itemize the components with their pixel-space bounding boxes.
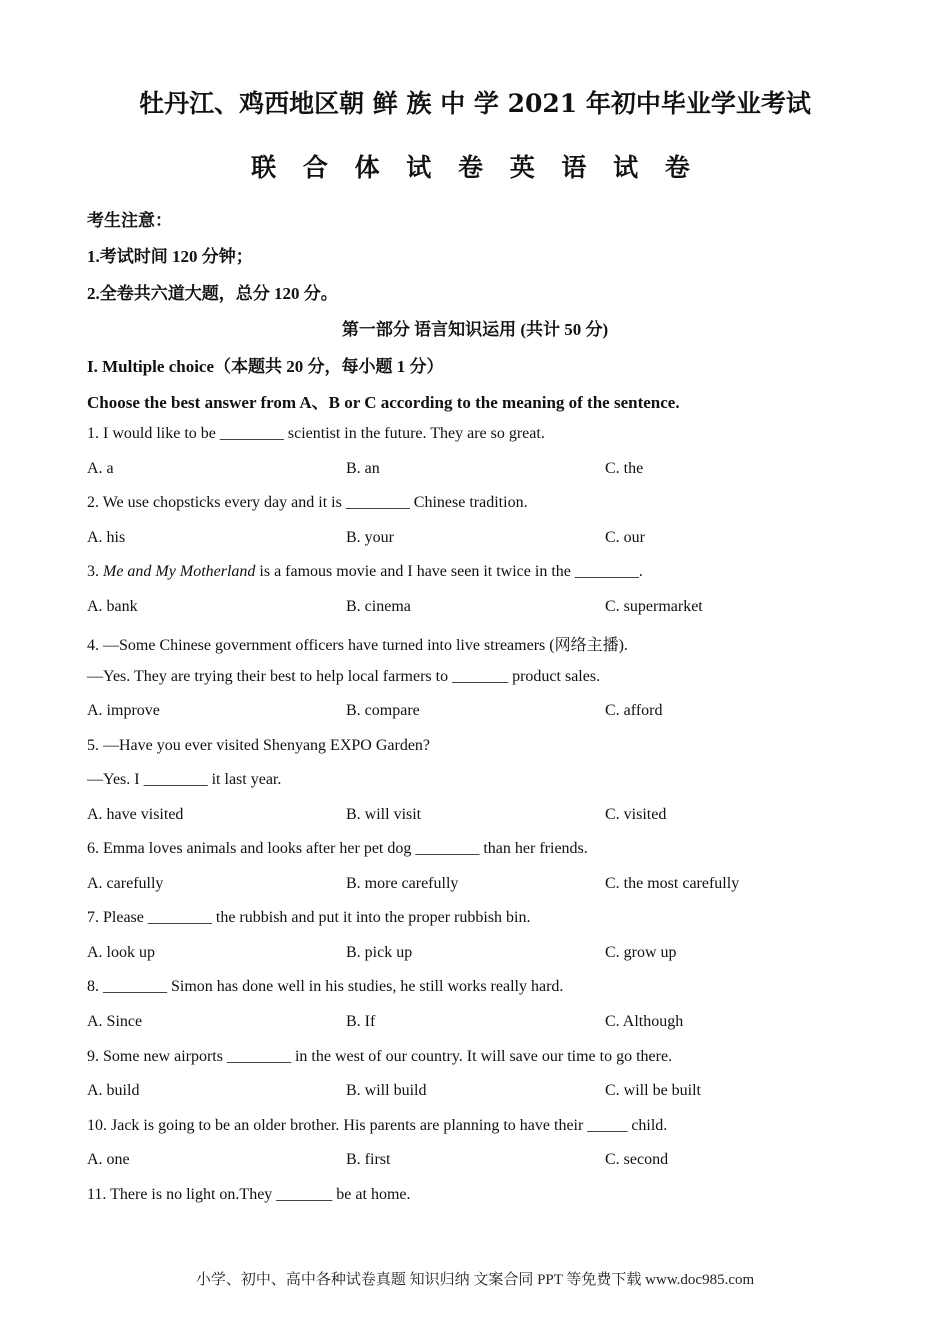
question-11: 11. There is no light on.They _______ be at home.: [87, 1186, 411, 1203]
option-b[interactable]: B. If: [346, 1013, 376, 1030]
question-4-reply: —Yes. They are trying their best to help local farmers to _______ product sales.: [87, 668, 601, 685]
page-footer: 小学、初中、高中各种试卷真题 知识归纳 文案合同 PPT 等免费下载 www.doc985.com: [195, 1272, 755, 1288]
options-3: [87, 598, 847, 620]
section-instruction: Choose the best answer from A、B or C according to the meaning of the sentence.: [87, 393, 680, 412]
option-b[interactable]: B. cinema: [346, 598, 411, 615]
question-5-reply: —Yes. I ________ it last year.: [87, 771, 282, 788]
option-a[interactable]: A. build: [87, 1082, 140, 1099]
options-1: [87, 460, 847, 482]
question-7: 7. Please ________ the rubbish and put it into the proper rubbish bin.: [87, 909, 531, 926]
exam-title: 牡丹江、鸡西地区朝 鲜 族 中 学 2021 年初中毕业学业考试: [139, 89, 811, 118]
options-9: [87, 1082, 847, 1104]
options-10: [87, 1151, 847, 1173]
options-2: [87, 529, 847, 551]
option-c[interactable]: C. the: [605, 460, 644, 477]
option-a[interactable]: A. improve: [87, 702, 160, 719]
notice-heading: 考生注意：: [87, 211, 172, 230]
option-b[interactable]: B. first: [346, 1151, 391, 1168]
question-6: 6. Emma loves animals and looks after her pet dog ________ than her friends.: [87, 840, 588, 857]
option-b[interactable]: B. more carefully: [346, 875, 459, 892]
part-heading: 第一部分 语言知识运用 (共计 50 分): [341, 320, 609, 339]
question-9: 9. Some new airports ________ in the west of our country. It will save our time to go there.: [87, 1048, 673, 1065]
option-a[interactable]: A. his: [87, 529, 126, 546]
option-c[interactable]: C. second: [605, 1151, 669, 1168]
notice-item-2: 2.全卷共六道大题，总分 120 分。: [87, 284, 338, 303]
option-c[interactable]: C. will be built: [605, 1082, 701, 1099]
question-3-text: is a famous movie and I have seen it twice in the ________.: [255, 563, 643, 580]
option-c[interactable]: C. grow up: [605, 944, 677, 961]
question-8: 8. ________ Simon has done well in his studies, he still works really hard.: [87, 978, 564, 995]
option-a[interactable]: A. Since: [87, 1013, 143, 1030]
option-c[interactable]: C. supermarket: [605, 598, 703, 615]
exam-subtitle: 联 合 体 试 卷 英 语 试 卷: [251, 153, 699, 182]
option-c[interactable]: C. Although: [605, 1013, 684, 1030]
options-4: [87, 702, 847, 724]
option-a[interactable]: A. a: [87, 460, 114, 477]
option-a[interactable]: A. carefully: [87, 875, 164, 892]
option-b[interactable]: B. compare: [346, 702, 420, 719]
options-8: [87, 1013, 847, 1035]
question-10: 10. Jack is going to be an older brother. His parents are planning to have their _____ child.: [87, 1117, 668, 1134]
movie-title: Me and My Motherland: [103, 563, 256, 580]
question-4: 4. —Some Chinese government officers have turned into live streamers (网络主播).: [87, 637, 628, 654]
section-heading: I. Multiple choice（本题共 20 分，每小题 1 分）: [87, 357, 444, 376]
options-7: [87, 944, 847, 966]
question-2: 2. We use chopsticks every day and it is ________ Chinese tradition.: [87, 494, 528, 511]
option-b[interactable]: B. pick up: [346, 944, 413, 961]
option-b[interactable]: B. an: [346, 460, 380, 477]
option-a[interactable]: A. bank: [87, 598, 138, 615]
option-c[interactable]: C. our: [605, 529, 645, 546]
option-a[interactable]: A. one: [87, 1151, 130, 1168]
option-b[interactable]: B. will visit: [346, 806, 422, 823]
option-b[interactable]: B. will build: [346, 1082, 427, 1099]
option-c[interactable]: C. visited: [605, 806, 667, 823]
question-3: [87, 563, 643, 581]
option-a[interactable]: A. look up: [87, 944, 155, 961]
options-6: [87, 875, 847, 897]
question-3-number: 3.: [87, 563, 103, 580]
option-c[interactable]: C. the most carefully: [605, 875, 740, 892]
option-a[interactable]: A. have visited: [87, 806, 184, 823]
notice-item-1: 1.考试时间 120 分钟；: [87, 247, 253, 266]
option-b[interactable]: B. your: [346, 529, 394, 546]
question-1: 1. I would like to be ________ scientist in the future. They are so great.: [87, 425, 545, 442]
option-c[interactable]: C. afford: [605, 702, 663, 719]
options-5: [87, 806, 847, 828]
question-5: 5. —Have you ever visited Shenyang EXPO Garden?: [87, 737, 431, 754]
